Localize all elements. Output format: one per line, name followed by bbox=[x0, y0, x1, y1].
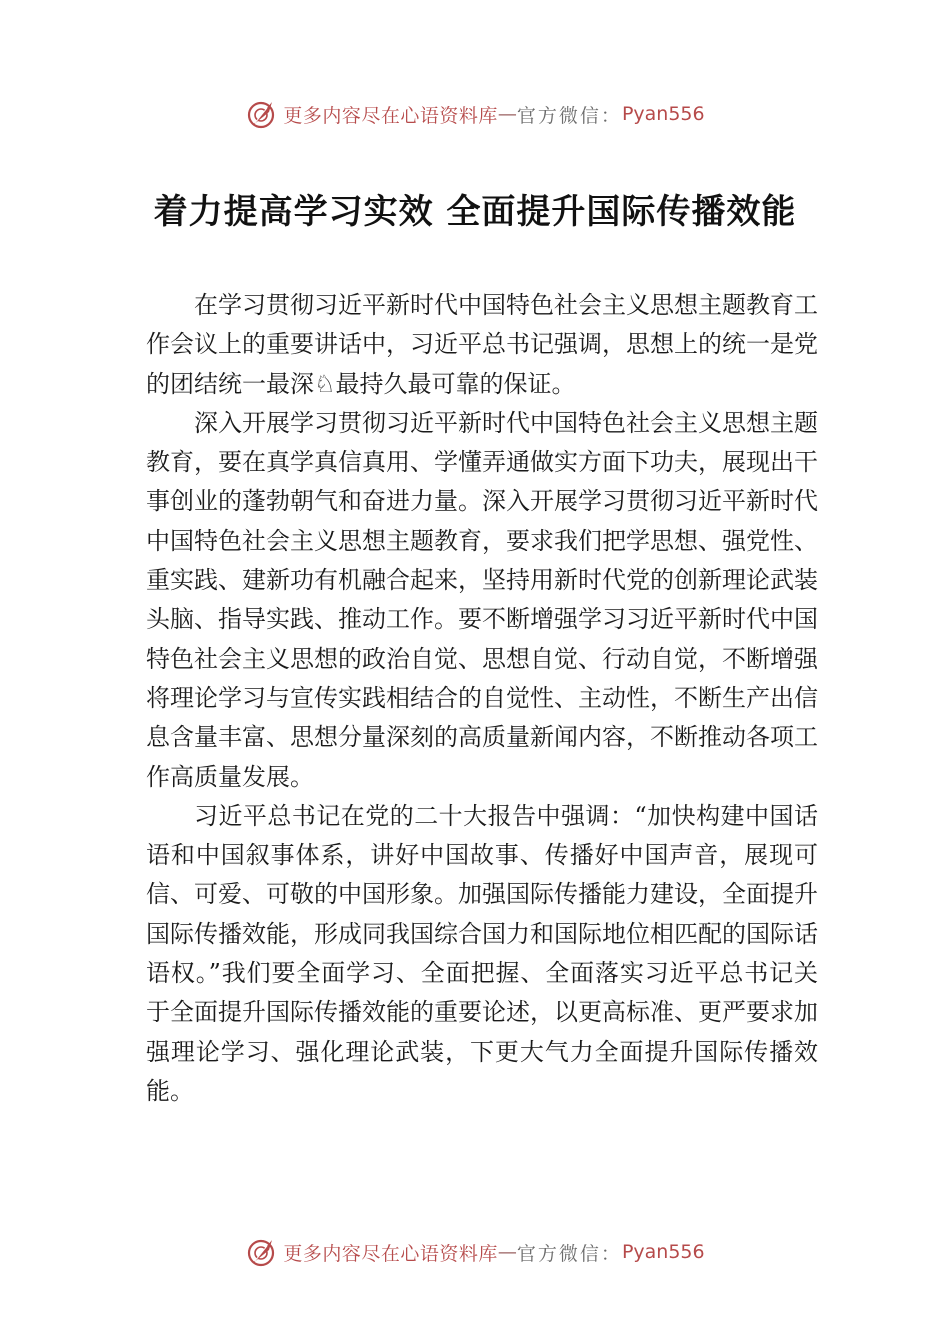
footer-brand-text: 更多内容尽在心语资料库 bbox=[283, 1242, 498, 1265]
banner-separator: — bbox=[497, 103, 517, 125]
paragraph-1: 在学习贯彻习近平新时代中国特色社会主义思想主题教育工作会议上的重要讲话中，习近平总书记强调，思想上的统一是党的团结统一最深♘最持久最可靠的保证。 bbox=[146, 291, 818, 398]
footer-separator: — bbox=[497, 1241, 517, 1263]
banner-wechat-label: 官方微信： bbox=[516, 104, 622, 127]
footer-wechat-id: Pyan556 bbox=[621, 1241, 705, 1263]
footer-banner bbox=[0, 1234, 950, 1270]
footer-wechat-label: 官方微信： bbox=[516, 1242, 622, 1265]
header-banner bbox=[0, 96, 950, 132]
document-body bbox=[146, 286, 818, 1111]
document-title: 着力提高学习实效 全面提升国际传播效能 bbox=[153, 192, 797, 232]
banner-brand-text: 更多内容尽在心语资料库 bbox=[283, 104, 498, 127]
quill-logo-icon bbox=[245, 98, 277, 130]
paragraph-3: 习近平总书记在党的二十大报告中强调：“加快构建中国话语和中国叙事体系，讲好中国故事、传播好中国声音，展现可信、可爱、可敬的中国形象。加强国际传播能力建设，全面提升国际传播效能，形成同我国综合国力和国际地位相匹配的国际话语权。”我们要全面学习、全面把握、全面落实习近平总书记关于全面提升国际传播效能的重要论述，以更高标准、更严要求加强理论学习、强化理论武装，下更大气力全面提升国际传播效能。 bbox=[146, 801, 818, 1105]
banner-wechat-id: Pyan556 bbox=[621, 103, 705, 125]
paragraph-2: 深入开展学习贯彻习近平新时代中国特色社会主义思想主题教育，要在真学真信真用、学懂弄通做实方面下功夫，展现出干事创业的蓬勃朝气和奋进力量。深入开展学习贯彻习近平新时代中国特色社会主义思想主题教育，要求我们把学思想、强党性、重实践、建新功有机融合起来，坚持用新时代党的创新理论武装头脑、指导实践、推动工作。要不断增强学习习近平新时代中国特色社会主义思想的政治自觉、思想自觉、行动自觉，不断增强将理论学习与宣传实践相结合的自觉性、主动性，不断生产出信息含量丰富、思想分量深刻的高质量新闻内容，不断推动各项工作高质量发展。 bbox=[146, 408, 818, 791]
quill-logo-icon bbox=[245, 1236, 277, 1268]
